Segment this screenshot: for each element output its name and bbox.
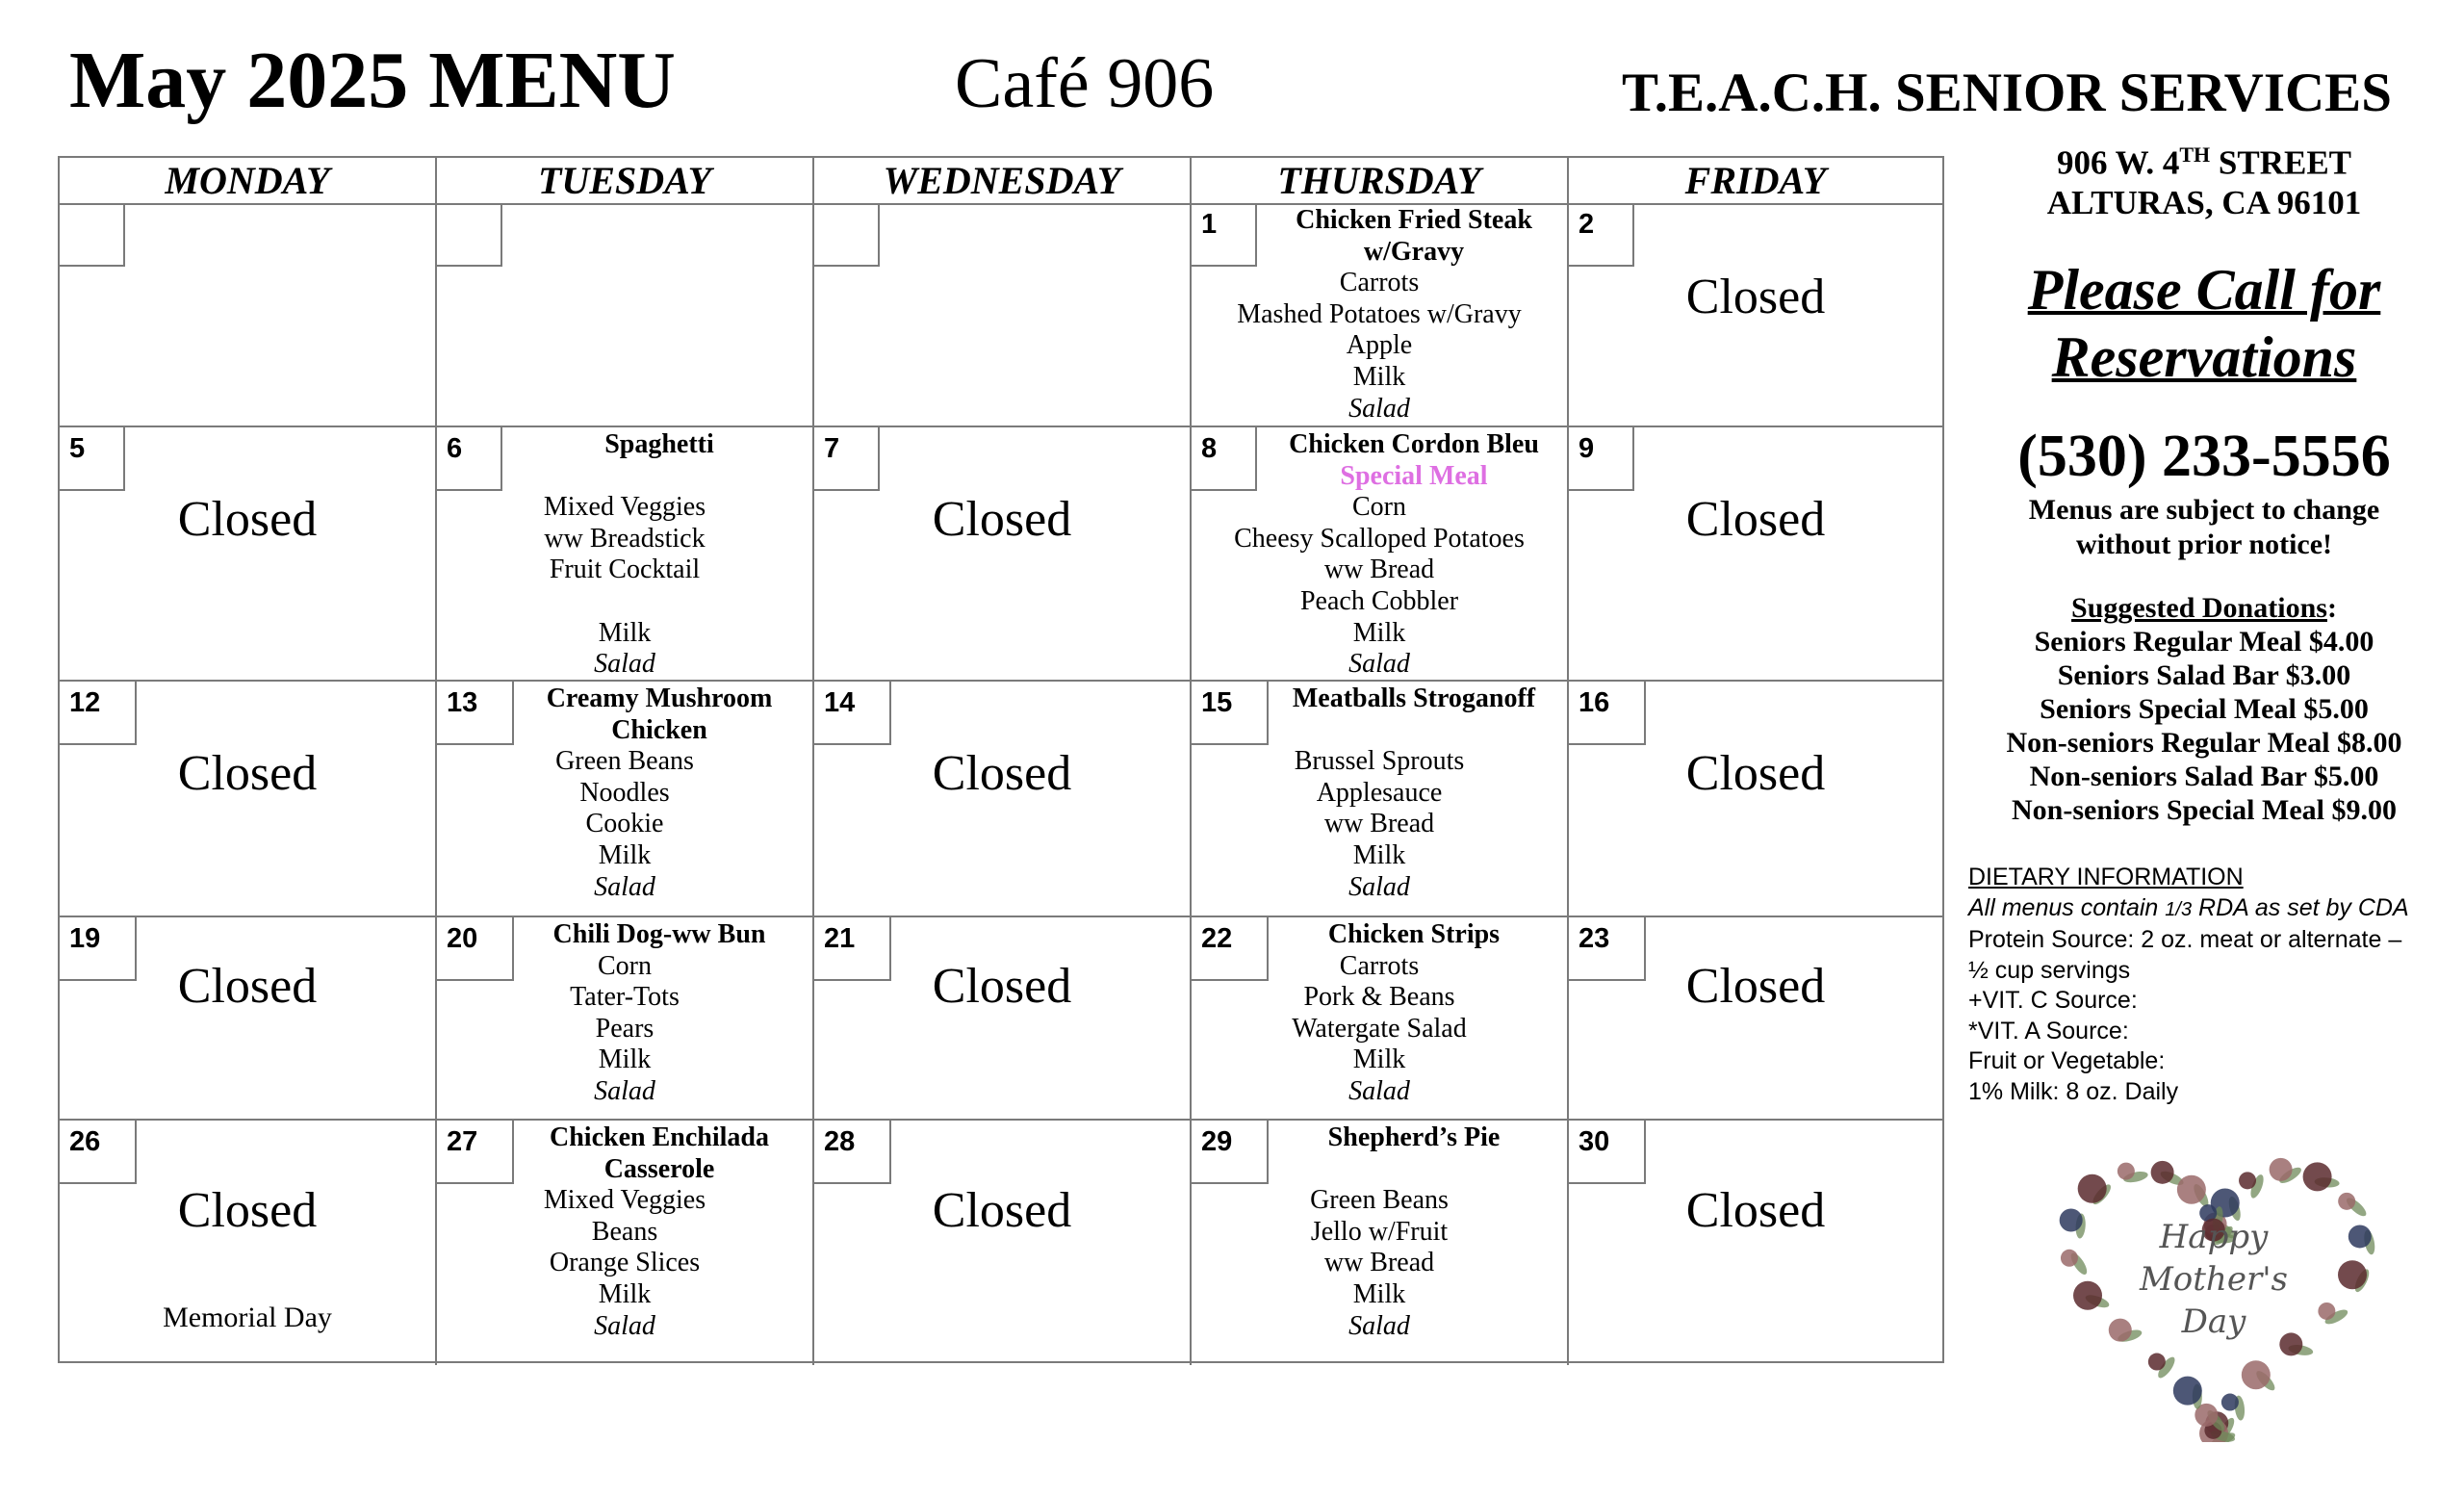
wreath-flower: [2061, 1250, 2078, 1267]
menu-item: Milk: [598, 617, 652, 648]
menu-item: Carrots: [1339, 950, 1420, 981]
daily-menu: [1192, 1122, 1567, 1342]
date-number: [437, 203, 502, 267]
menu-item: Fruit Cocktail: [549, 555, 701, 585]
donation-line: Non-seniors Salad Bar $5.00: [2029, 761, 2379, 792]
dietary-line: *VIT. A Source:: [1968, 1017, 2129, 1045]
menu-item: Peach Cobbler: [1299, 585, 1459, 616]
wreath-flower: [2239, 1172, 2256, 1189]
address-line-2: ALTURAS, CA 96101: [2046, 183, 2362, 221]
wreath-flower: [2303, 1162, 2332, 1191]
day-cell: [60, 427, 437, 680]
daily-menu: [437, 919, 812, 1108]
daily-menu: [1192, 205, 1567, 425]
suggested-donations: [1954, 591, 2454, 827]
menu-item: ww Bread: [1323, 809, 1435, 839]
wreath-greeting-text: Mother's: [2139, 1260, 2289, 1299]
menu-item: Corn: [598, 950, 652, 981]
dietary-line: 1% Milk: 8 oz. Daily: [1968, 1077, 2179, 1105]
menu-item: ww Bread: [1323, 1248, 1435, 1278]
closed-label: Closed: [1685, 492, 1826, 547]
closed-label: Closed: [177, 746, 318, 801]
day-cell: [60, 1121, 437, 1365]
closed-label: Closed: [177, 959, 318, 1014]
date-number: 5: [60, 427, 125, 491]
date-number: 8: [1192, 427, 1257, 491]
menu-item: [1192, 1154, 1567, 1186]
wreath-flower: [2270, 1158, 2293, 1181]
closed-label: Closed: [1685, 1183, 1826, 1238]
day-cell: [1192, 682, 1569, 916]
donation-line: Seniors Regular Meal $4.00: [2034, 626, 2374, 658]
dietary-line: +VIT. C Source:: [1968, 987, 2138, 1014]
donation-line: Non-seniors Regular Meal $8.00: [2006, 727, 2402, 759]
menu-title: May 2025 MENU: [69, 36, 676, 125]
day-cell: [1192, 427, 1569, 680]
menu-item: Salad: [1348, 649, 1410, 680]
date-number: 28: [814, 1121, 891, 1184]
menu-item: Green Beans: [1310, 1185, 1449, 1216]
closed-label: Closed: [932, 746, 1072, 801]
daily-menu: [1192, 429, 1567, 681]
menu-item: Green Beans: [555, 746, 694, 777]
day-cell: [1569, 1121, 1942, 1365]
closed-label: Closed: [932, 959, 1072, 1014]
week-row: [60, 917, 1942, 1121]
wreath-flower: [2060, 1209, 2083, 1232]
wreath-flower: [2318, 1303, 2335, 1320]
menu-item: Salad: [594, 1310, 655, 1341]
date-number: 2: [1569, 203, 1634, 267]
date-number: 16: [1569, 682, 1646, 745]
cafe-name: Café 906: [955, 44, 1215, 123]
menu-item: Apple: [1346, 330, 1413, 361]
special-meal-label: Special Meal: [1340, 460, 1488, 491]
wreath-flower: [2279, 1332, 2302, 1355]
menu-item: Salad: [1348, 1310, 1410, 1341]
closed-label: Closed: [932, 492, 1072, 547]
menu-item: Watergate Salad: [1292, 1013, 1467, 1044]
menu-item: Noodles: [579, 777, 670, 808]
wreath-flower: [2118, 1163, 2135, 1180]
date-number: 20: [437, 917, 514, 981]
menu-item: Beans: [591, 1216, 658, 1247]
date-number: [814, 203, 880, 267]
daily-menu: [1192, 684, 1567, 903]
date-number: 22: [1192, 917, 1269, 981]
dietary-line: Fruit or Vegetable:: [1968, 1047, 2166, 1074]
date-number: 19: [60, 917, 137, 981]
wreath-flower: [2221, 1394, 2239, 1411]
date-number: 30: [1569, 1121, 1646, 1184]
menu-item: Cheesy Scalloped Potatoes: [1234, 523, 1525, 554]
entree-line: Shepherd’s Pie: [1327, 1122, 1501, 1152]
closed-label: Closed: [177, 492, 318, 547]
entree-line: Chicken Enchilada: [550, 1122, 769, 1152]
dietary-title: DIETARY INFORMATION: [1968, 864, 2244, 890]
menu-item: Salad: [594, 649, 655, 680]
wreath-flower: [2151, 1161, 2174, 1184]
menu-item: [1192, 715, 1567, 747]
menu-item: Mixed Veggies: [543, 1185, 706, 1216]
day-cell: [814, 1121, 1192, 1365]
weekday-header-row: [60, 158, 1942, 205]
entree-line: Chili Dog-ww Bun: [552, 919, 766, 949]
donation-line: Seniors Salad Bar $3.00: [2057, 659, 2351, 691]
weekday-wednesday: WEDNESDAY: [814, 158, 1192, 203]
menu-item: Salad: [1348, 393, 1410, 424]
menu-item: Milk: [1352, 1278, 1406, 1309]
menu-item: Pork & Beans: [1303, 982, 1455, 1013]
menu-item: [437, 461, 812, 493]
date-number: 14: [814, 682, 891, 745]
wreath-greeting-text: Day: [2181, 1303, 2246, 1341]
wreath-flower: [2338, 1260, 2367, 1289]
wreath-flower: [2338, 1193, 2355, 1210]
donation-list: [1954, 625, 2454, 827]
menu-item: ww Bread: [1323, 555, 1435, 585]
day-cell: [814, 682, 1192, 916]
date-number: 29: [1192, 1121, 1269, 1184]
wreath-flower: [2078, 1174, 2107, 1203]
wreath-flower: [2109, 1319, 2132, 1342]
wreath-flower: [2073, 1281, 2102, 1310]
date-number: 7: [814, 427, 880, 491]
reservation-callout: [1954, 256, 2454, 391]
date-number: 13: [437, 682, 514, 745]
menu-item: Milk: [1352, 617, 1406, 648]
phone-number[interactable]: (530) 233-5556: [2017, 424, 2391, 489]
weekday-monday: MONDAY: [60, 158, 437, 203]
closed-label: Closed: [932, 1183, 1072, 1238]
menu-item: Salad: [594, 871, 655, 902]
address-block: [1954, 135, 2454, 222]
day-cell: [437, 917, 814, 1119]
mothers-day-wreath-image: [2050, 1134, 2377, 1442]
entree-line: Meatballs Stroganoff: [1292, 684, 1536, 713]
date-number: 26: [60, 1121, 137, 1184]
entree-line: Chicken Cordon Bleu: [1289, 429, 1539, 459]
entree-line: Chicken: [611, 714, 707, 745]
day-cell: [437, 1121, 814, 1365]
day-cell: [1192, 1121, 1569, 1365]
day-cell: [60, 917, 437, 1119]
menu-item: Orange Slices: [549, 1248, 701, 1278]
menu-item: [437, 586, 812, 618]
menu-item: Milk: [598, 1278, 652, 1309]
menu-item: Carrots: [1339, 268, 1420, 298]
day-cell: [437, 682, 814, 916]
entree-line: w/Gravy: [1363, 236, 1465, 267]
day-cell: [1569, 203, 1942, 426]
date-number: 15: [1192, 682, 1269, 745]
menu-item: Applesauce: [1316, 777, 1443, 808]
dietary-lines: [1968, 925, 2421, 1107]
week-row: [60, 1121, 1942, 1365]
week-row: [60, 682, 1942, 917]
dietary-line: Protein Source: 2 oz. meat or alternate – ½ cup servings: [1968, 926, 2402, 984]
donations-title: Suggested Donations:: [2071, 592, 2337, 624]
menu-item: Brussel Sprouts: [1294, 746, 1465, 777]
closed-label: Closed: [177, 1183, 318, 1238]
dietary-information: [1968, 863, 2421, 1107]
menu-item: Milk: [598, 1045, 652, 1075]
menu-item: Milk: [1352, 1045, 1406, 1075]
date-number: 21: [814, 917, 891, 981]
menu-item: Salad: [1348, 871, 1410, 902]
weekday-friday: FRIDAY: [1684, 159, 1827, 202]
day-cell: [814, 427, 1192, 680]
closed-label: Closed: [1685, 746, 1826, 801]
entree-line: Casserole: [603, 1153, 715, 1184]
day-cell: [437, 203, 814, 426]
holiday-note: Memorial Day: [163, 1302, 332, 1333]
date-number: 6: [437, 427, 502, 491]
menu-item: Mixed Veggies: [543, 492, 706, 523]
closed-label: Closed: [1685, 959, 1826, 1014]
daily-menu: [437, 1122, 812, 1342]
day-cell: [60, 682, 437, 916]
menu-item: Salad: [1348, 1075, 1410, 1106]
menu-item: Milk: [598, 839, 652, 870]
menu-item: Milk: [1352, 361, 1406, 392]
menu-item: Jello w/Fruit: [1310, 1216, 1449, 1247]
day-cell: [814, 203, 1192, 426]
date-number: [60, 203, 125, 267]
call-line-1: Please Call for: [2027, 258, 2381, 322]
menu-item: Pears: [595, 1013, 654, 1044]
day-cell: [1569, 427, 1942, 680]
closed-label: Closed: [1685, 270, 1826, 324]
menu-item: Milk: [1352, 839, 1406, 870]
entree-line: Chicken Fried Steak: [1296, 205, 1532, 235]
wreath-flower: [2348, 1225, 2372, 1248]
call-line-2: Reservations: [2051, 325, 2357, 389]
wreath-greeting-text: Happy: [2159, 1218, 2269, 1256]
week-row: [60, 427, 1942, 682]
wreath-flower: [2242, 1360, 2271, 1389]
menu-item: Corn: [1352, 492, 1406, 523]
entree-line: Chicken Strips: [1327, 919, 1501, 949]
entree-line: Spaghetti: [604, 429, 714, 459]
day-cell: [814, 917, 1192, 1119]
day-cell: [1569, 917, 1942, 1119]
donation-line: Seniors Special Meal $5.00: [2040, 693, 2369, 725]
daily-menu: [1192, 919, 1567, 1108]
week-row: [60, 203, 1942, 427]
change-notice: Menus are subject to change without prior notice!: [2028, 494, 2380, 560]
organization-name: T.E.A.C.H. SENIOR SERVICES: [1622, 63, 2392, 123]
date-number: 12: [60, 682, 137, 745]
weekday-thursday: THURSDAY: [1192, 158, 1569, 203]
weekday-tuesday: TUESDAY: [437, 158, 814, 203]
date-number: 23: [1569, 917, 1646, 981]
dietary-rda-line: All menus contain 1/3 RDA as set by CDA: [1968, 893, 2409, 921]
day-cell: [60, 203, 437, 426]
wreath-flower: [2173, 1377, 2202, 1406]
menu-calendar: [58, 156, 1944, 1363]
menu-item: Salad: [594, 1075, 655, 1106]
day-cell: [437, 427, 814, 680]
entree-line: Creamy Mushroom: [546, 684, 773, 713]
menu-item: Cookie: [585, 809, 664, 839]
date-number: 9: [1569, 427, 1634, 491]
daily-menu: [437, 429, 812, 681]
date-number: 1: [1192, 203, 1257, 267]
wreath-flower: [2148, 1354, 2166, 1371]
donation-line: Non-seniors Special Meal $9.00: [2012, 794, 2397, 826]
wreath-flower: [2177, 1175, 2206, 1204]
daily-menu: [437, 684, 812, 903]
menu-item: ww Breadstick: [544, 523, 706, 554]
address-line-1: 906 W. 4TH STREET: [2056, 142, 2352, 182]
day-cell: [1192, 917, 1569, 1119]
date-number: 27: [437, 1121, 514, 1184]
menu-item: Mashed Potatoes w/Gravy: [1237, 298, 1522, 329]
menu-item: Tater-Tots: [570, 982, 680, 1013]
day-cell: [1569, 682, 1942, 916]
day-cell: [1192, 203, 1569, 426]
